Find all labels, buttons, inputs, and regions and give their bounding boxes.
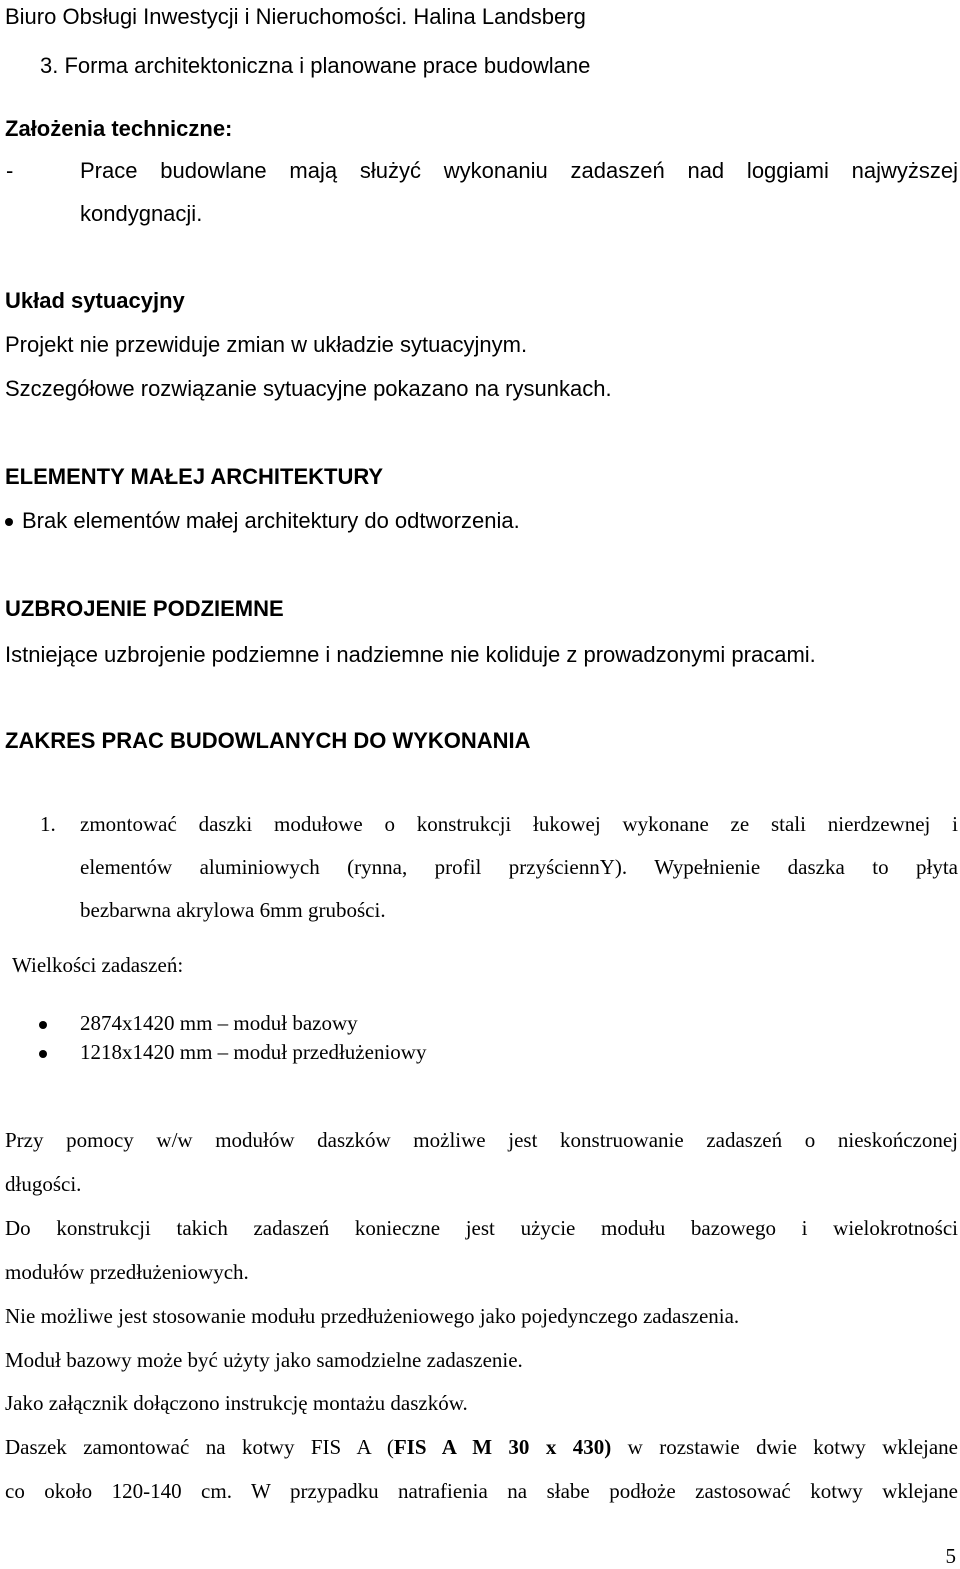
- section-title: 3. Forma architektoniczna i planowane prace budowlane: [40, 53, 591, 78]
- paragraph-1-line1: Przy pomocy w/w modułów daszków możliwe jest konstruowanie zadaszeń o nieskończonej: [5, 1128, 958, 1152]
- zakres-item-line2: elementów aluminiowych (rynna, profil przyściennY). Wypełnienie daszka to płyta: [80, 855, 958, 879]
- zalozenia-line1: Prace budowlane mają służyć wykonaniu zadaszeń nad loggiami najwyższej: [80, 158, 958, 183]
- wielkosci-item-2: 1218x1420 mm – moduł przedłużeniowy: [80, 1040, 427, 1064]
- zakres-item-line1: zmontować daszki modułowe o konstrukcji łukowej wykonane ze stali nierdzewnej i: [80, 812, 958, 836]
- paragraph-6-pre: Daszek zamontować na kotwy FIS A (: [5, 1435, 394, 1459]
- paragraph-2-line2: modułów przedłużeniowych.: [5, 1260, 249, 1284]
- heading-zakres: ZAKRES PRAC BUDOWLANYCH DO WYKONANIA: [5, 728, 531, 753]
- paragraph-4: Moduł bazowy może być użyty jako samodzielne zadaszenie.: [5, 1348, 523, 1372]
- zalozenia-line2: kondygnacji.: [80, 201, 203, 226]
- paragraph-7: co około 120-140 cm. W przypadku natrafienia na słabe podłoże zastosować kotwy wklejane: [5, 1479, 958, 1503]
- list-number: 1.: [40, 812, 56, 836]
- paragraph-6-anchor-spec: FIS A M 30 x 430): [393, 1435, 612, 1459]
- uzbrojenie-line1: Istniejące uzbrojenie podziemne i nadziemne nie koliduje z prowadzonymi pracami.: [5, 642, 816, 667]
- heading-elementy: ELEMENTY MAŁEJ ARCHITEKTURY: [5, 464, 384, 489]
- bullet-icon: [5, 518, 13, 526]
- zakres-item-line3: bezbarwna akrylowa 6mm grubości.: [80, 898, 386, 922]
- heading-uklad: Układ sytuacyjny: [5, 288, 185, 313]
- page-number: 5: [945, 1544, 956, 1568]
- paragraph-6-post: w rozstawie dwie kotwy wklejane: [611, 1435, 959, 1459]
- heading-wielkosci: Wielkości zadaszeń:: [12, 953, 184, 977]
- elementy-bullet-text: Brak elementów małej architektury do odtworzenia.: [22, 508, 520, 533]
- paragraph-2-line1: Do konstrukcji takich zadaszeń konieczne jest użycie modułu bazowego i wielokrotności: [5, 1216, 958, 1240]
- paragraph-3: Nie możliwe jest stosowanie modułu przedłużeniowego jako pojedynczego zadaszenia.: [5, 1304, 740, 1328]
- paragraph-6: [5, 1435, 958, 1460]
- paragraph-5: Jako załącznik dołączono instrukcję montażu daszków.: [5, 1391, 468, 1415]
- wielkosci-item-1: 2874x1420 mm – moduł bazowy: [80, 1011, 358, 1035]
- bullet-icon: [39, 1021, 47, 1029]
- uklad-line1: Projekt nie przewiduje zmian w układzie sytuacyjnym.: [5, 332, 528, 357]
- heading-zalozenia: Założenia techniczne:: [5, 116, 233, 141]
- uklad-line2: Szczegółowe rozwiązanie sytuacyjne pokazano na rysunkach.: [5, 376, 612, 401]
- dash-marker: -: [6, 158, 14, 183]
- heading-uzbrojenie: UZBROJENIE PODZIEMNE: [5, 596, 284, 621]
- header-company: Biuro Obsługi Inwestycji i Nieruchomości. Halina Landsberg: [5, 4, 586, 29]
- bullet-icon: [39, 1050, 47, 1058]
- paragraph-1-line2: długości.: [5, 1172, 82, 1196]
